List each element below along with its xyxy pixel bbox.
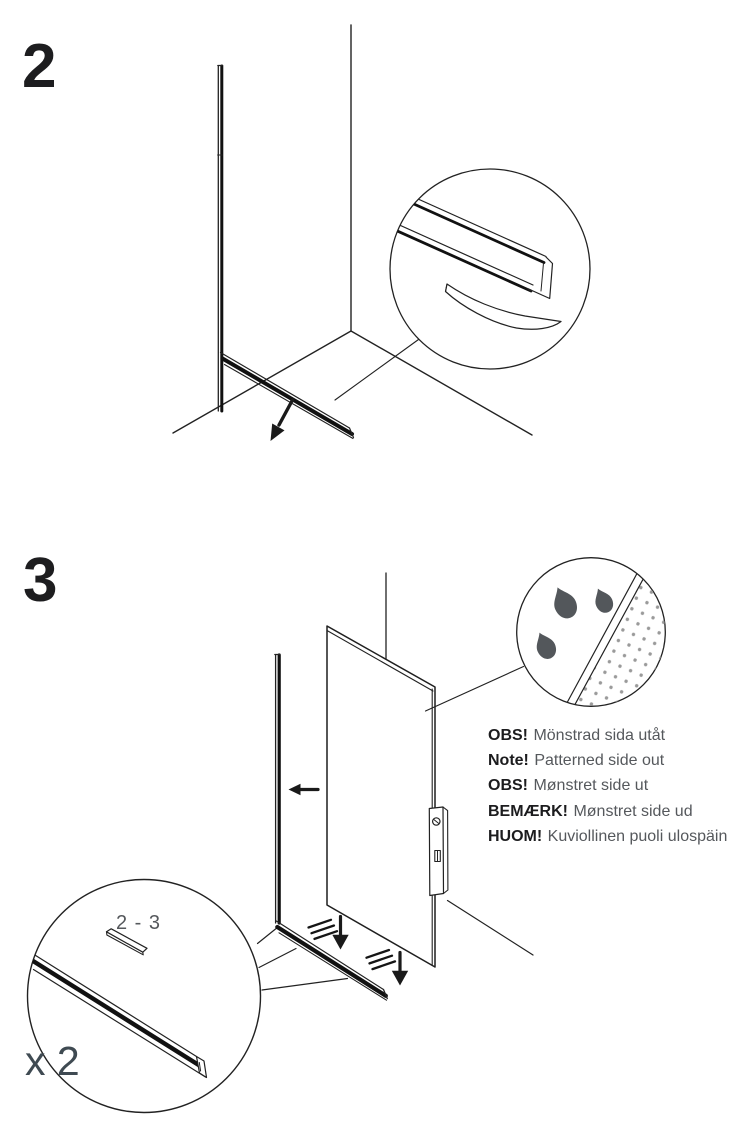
zoom-leader-line xyxy=(259,949,296,968)
arrow-down-left-icon xyxy=(271,400,293,441)
note-line-no xyxy=(488,773,727,798)
step-3-number: 3 xyxy=(23,546,57,615)
wall-profile xyxy=(275,655,280,924)
arrow-left-icon xyxy=(289,784,319,796)
floor-rail xyxy=(221,353,354,439)
note-prefix: Note! xyxy=(488,752,529,770)
quantity-label: x 2 xyxy=(25,1038,80,1084)
note-text: Kuviollinen puoli ulospäin xyxy=(547,827,728,845)
pattern-side-detail xyxy=(531,558,675,712)
note-text: Mönstrad sida utåt xyxy=(533,727,666,744)
note-line-sv xyxy=(488,723,727,748)
water-drop-icon xyxy=(547,583,581,622)
step2-illustration xyxy=(173,25,590,441)
note-line-en xyxy=(488,748,727,773)
note-line-fi xyxy=(488,824,727,849)
wall-panel xyxy=(327,626,435,967)
u-channel-detail xyxy=(374,186,561,330)
note-text: Patterned side out xyxy=(534,752,665,770)
gap-range-label: 2 - 3 xyxy=(116,912,162,934)
step-2-number: 2 xyxy=(22,32,56,101)
note-prefix: OBS! xyxy=(488,727,528,744)
note-prefix: BEMÆRK! xyxy=(488,802,568,820)
zoom-circle xyxy=(390,169,590,369)
floor-line-left xyxy=(258,927,279,944)
adhesive-tape xyxy=(446,284,562,329)
note-prefix: OBS! xyxy=(488,777,528,795)
water-drop-icon xyxy=(590,585,616,615)
arrow-down-icon-2 xyxy=(392,953,408,986)
edge-bracket xyxy=(429,807,448,896)
zoom-leader-line xyxy=(335,340,419,401)
note-text: Mønstret side ut xyxy=(533,777,649,795)
water-drop-icon xyxy=(531,629,559,662)
dotted-pattern-face xyxy=(573,558,675,712)
note-line-da xyxy=(488,799,727,824)
floor-line-right xyxy=(448,901,534,956)
note-text: Mønstret side ud xyxy=(573,802,693,820)
room-corner-lines xyxy=(173,25,532,435)
zoom-leader-line xyxy=(426,667,524,712)
note-prefix: HUOM! xyxy=(488,827,543,845)
zoom-leader-line xyxy=(262,979,348,991)
pattern-side-notes xyxy=(488,723,727,849)
